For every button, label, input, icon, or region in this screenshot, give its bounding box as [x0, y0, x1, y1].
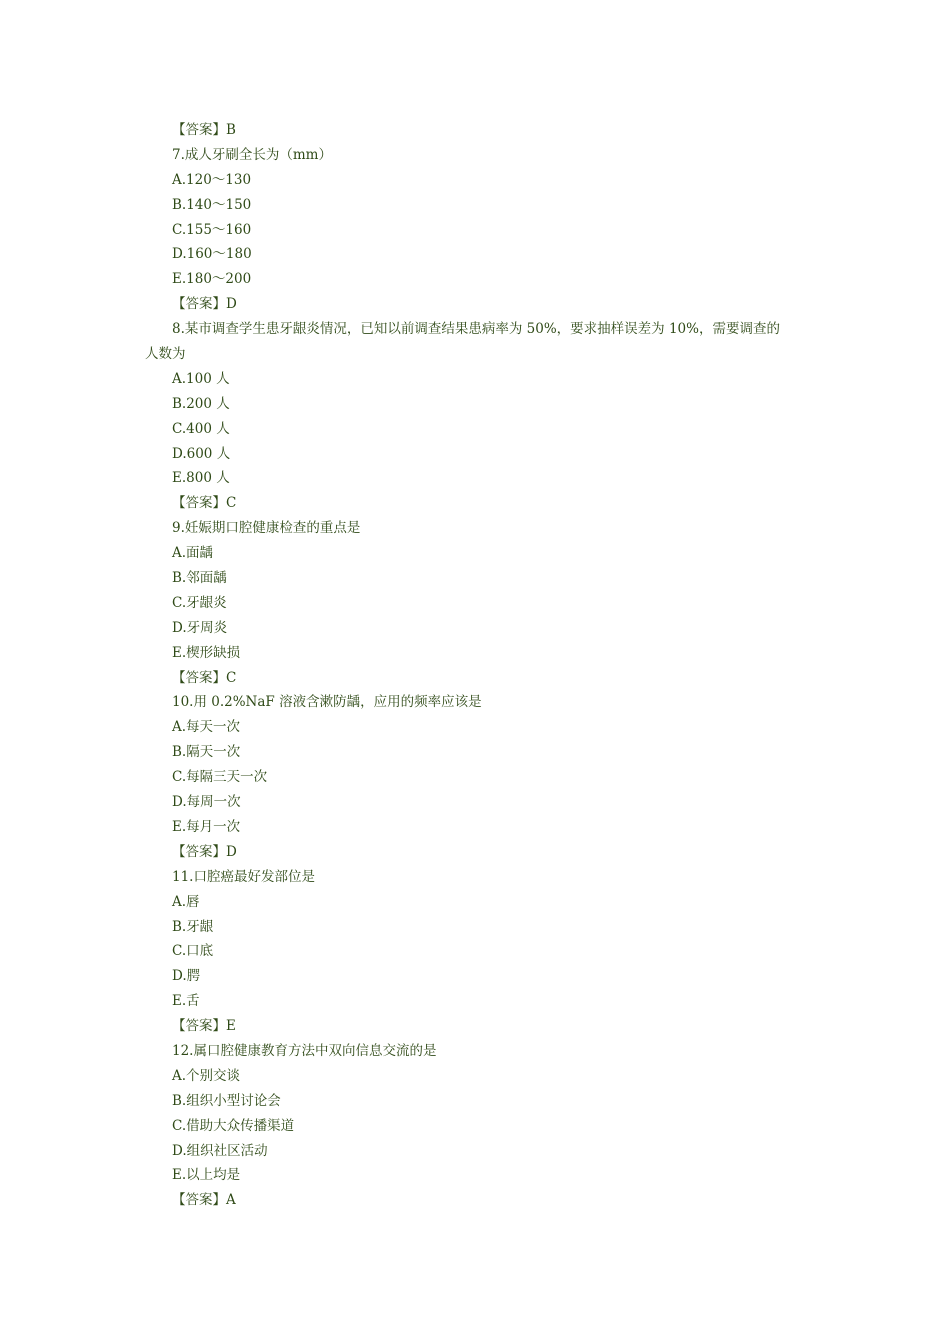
text-line: 【答案】C	[172, 495, 237, 512]
text-line: C.每隔三天一次	[172, 769, 268, 786]
text-line: D.牙周炎	[172, 619, 228, 636]
text-line: B.牙龈	[172, 918, 214, 935]
text-line: C.400 人	[172, 420, 230, 437]
text-line: E.180～200	[172, 271, 252, 288]
text-line: 11.口腔癌最好发部位是	[172, 868, 315, 885]
text-line: C.借助大众传播渠道	[172, 1117, 295, 1134]
text-line: 12.属口腔健康教育方法中双向信息交流的是	[172, 1042, 437, 1059]
document-content	[145, 118, 815, 1213]
text-line: 10.用 0.2%NaF 溶液含漱防龋，应用的频率应该是	[172, 694, 482, 711]
text-line: 人数为	[145, 346, 186, 363]
text-line: D.160～180	[172, 246, 252, 263]
text-line: E.以上均是	[172, 1167, 241, 1184]
text-line: 【答案】E	[172, 1018, 236, 1035]
text-line: B.邻面龋	[172, 570, 227, 587]
text-line: 8.某市调查学生患牙龈炎情况，已知以前调查结果患病率为 50%，要求抽样误差为 10%，需要调查的	[172, 321, 780, 338]
text-line: C.牙龈炎	[172, 594, 227, 611]
text-line: D.腭	[172, 968, 201, 985]
text-line: A.个别交谈	[172, 1067, 241, 1084]
text-line: E.每月一次	[172, 818, 241, 835]
text-line: B.140～150	[172, 196, 252, 213]
text-line: B.隔天一次	[172, 744, 241, 761]
text-line: A.120～130	[172, 171, 252, 188]
text-line: B.200 人	[172, 395, 230, 412]
text-line: A.唇	[172, 893, 200, 910]
text-line: E.800 人	[172, 470, 230, 487]
text-line: E.楔形缺损	[172, 644, 241, 661]
text-line: 【答案】A	[172, 1192, 236, 1209]
text-line: 7.成人牙刷全长为（mm）	[172, 146, 332, 163]
text-line: 【答案】C	[172, 669, 237, 686]
text-line: C.口底	[172, 943, 214, 960]
text-line: A.每天一次	[172, 719, 241, 736]
text-line: A.100 人	[172, 370, 230, 387]
text-line: D.组织社区活动	[172, 1142, 268, 1159]
text-line: E.舌	[172, 993, 200, 1010]
text-line: C.155～160	[172, 221, 252, 238]
text-line: B.组织小型讨论会	[172, 1092, 281, 1109]
text-line: 9.妊娠期口腔健康检查的重点是	[172, 520, 361, 537]
text-line: D.600 人	[172, 445, 231, 462]
text-line: 【答案】D	[172, 843, 237, 860]
text-line: A.面龋	[172, 545, 214, 562]
text-line: D.每周一次	[172, 794, 241, 811]
text-line: 【答案】B	[172, 122, 236, 138]
text-line: 【答案】D	[172, 296, 237, 313]
